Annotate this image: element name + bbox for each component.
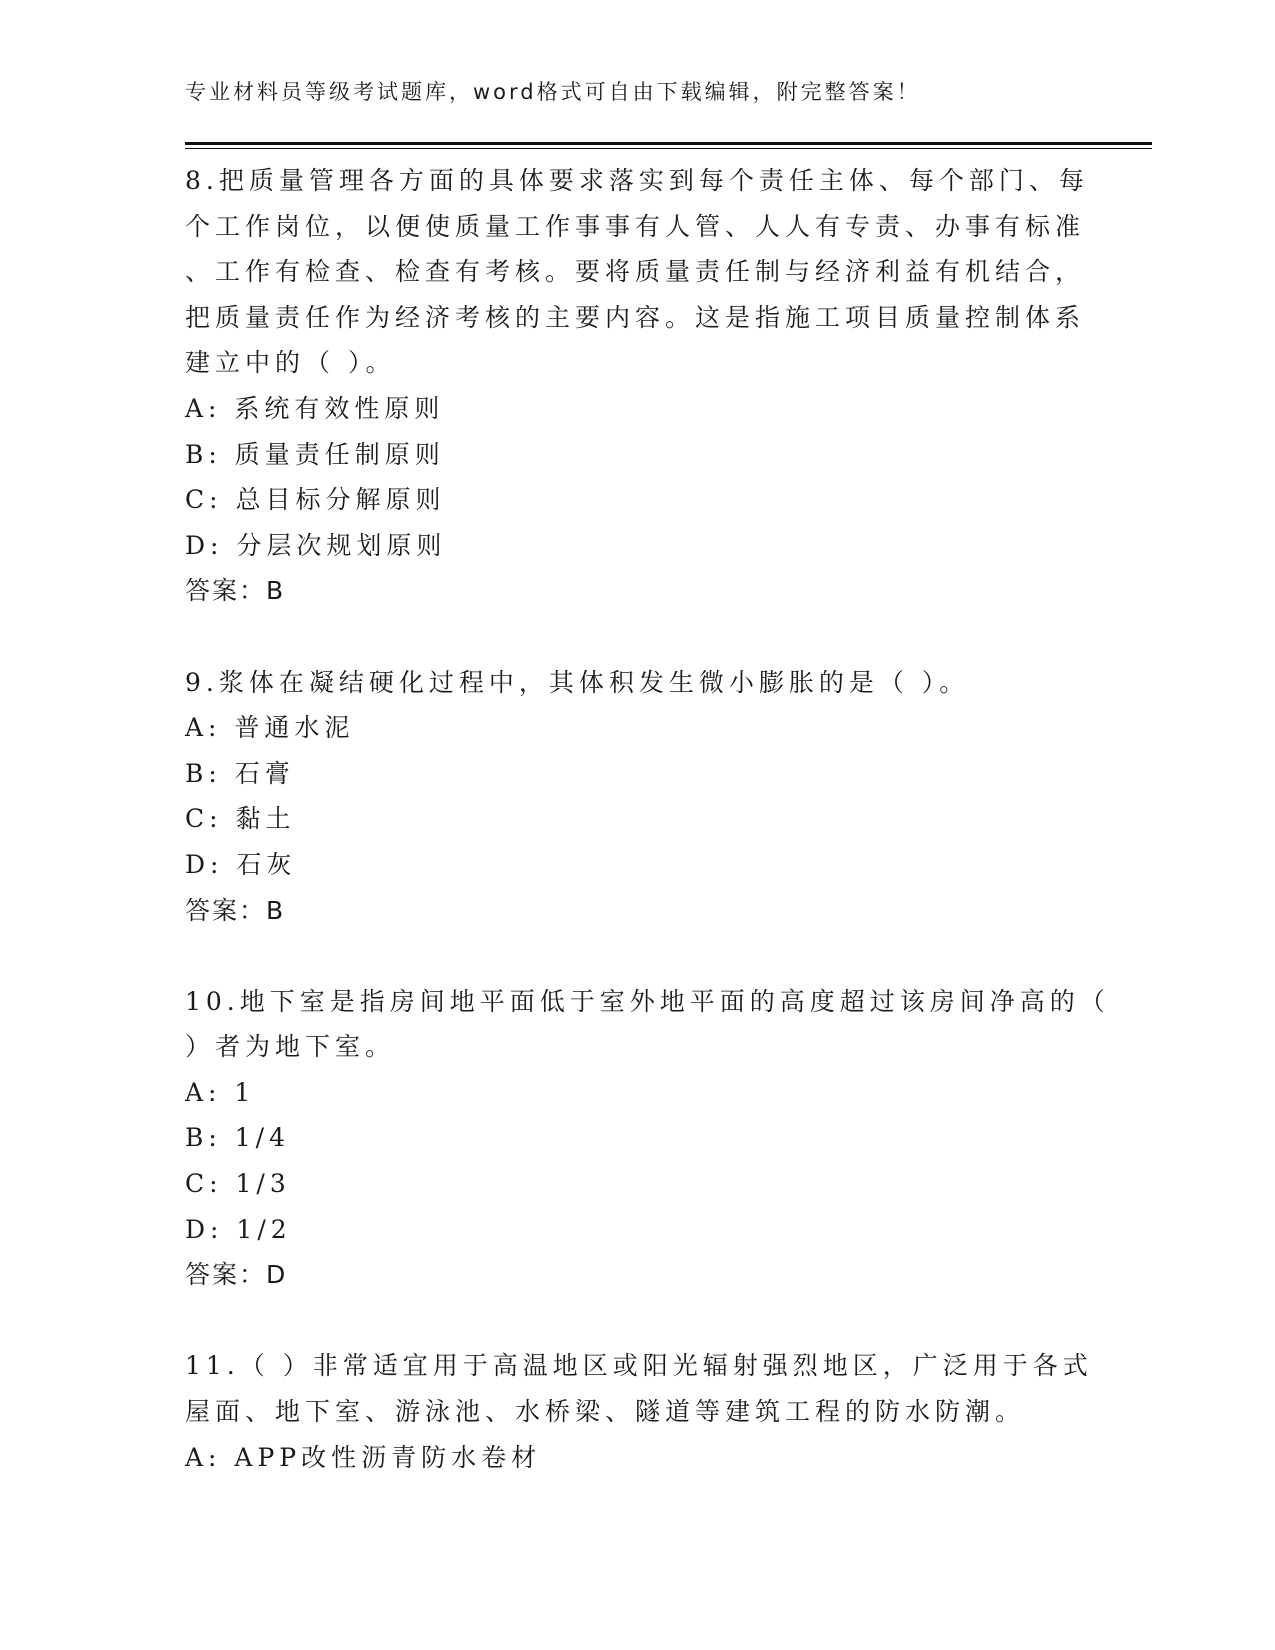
question-stem-line: 、工作有检查、检查有考核。要将质量责任制与经济利益有机结合， <box>185 257 1086 287</box>
question-item <box>185 660 1085 934</box>
question-spacer <box>185 614 1085 660</box>
question-stem-line: 11.（ ）非常适宜用于高温地区或阳光辐射强烈地区，广泛用于各式 <box>185 1351 1093 1381</box>
option-c: C: 黏土 <box>185 804 296 834</box>
question-stem-line: ）者为地下室。 <box>185 1032 396 1062</box>
answer-line: 答案：D <box>185 1260 288 1290</box>
option-d: D: 石灰 <box>185 849 297 879</box>
option-b: B: 石膏 <box>185 758 295 788</box>
question-spacer <box>185 1298 1085 1344</box>
question-stem-line: 屋面、地下室、游泳池、水桥梁、隧道等建筑工程的防水防潮。 <box>185 1397 1026 1427</box>
question-item <box>185 979 1110 1298</box>
option-b: B: 质量责任制原则 <box>185 439 445 469</box>
answer-line: 答案：B <box>185 895 286 925</box>
question-stem-line: 9.浆体在凝结硬化过程中，其体积发生微小膨胀的是（ ）。 <box>185 667 970 697</box>
question-stem-line: 8.把质量管理各方面的具体要求落实到每个责任主体、每个部门、每 <box>185 166 1089 195</box>
option-d: D: 1/2 <box>185 1214 292 1244</box>
page-header: 专业材料员等级考试题库，word格式可自由下载编辑，附完整答案！ <box>185 80 921 104</box>
option-c: C: 总目标分解原则 <box>185 485 446 515</box>
question-stem-line: 把质量责任作为经济考核的主要内容。这是指施工项目质量控制体系 <box>185 302 1086 332</box>
question-item <box>185 1343 1093 1480</box>
answer-line: 答案：B <box>185 576 286 606</box>
question-list <box>185 158 1110 1480</box>
option-a: A: 系统有效性原则 <box>185 393 445 423</box>
option-a: A: 1 <box>185 1077 256 1107</box>
header-rule-thick <box>185 142 1152 145</box>
option-c: C: 1/3 <box>185 1169 291 1199</box>
header-rule-thin <box>185 148 1152 149</box>
option-b: B: 1/4 <box>185 1123 290 1153</box>
option-d: D: 分层次规划原则 <box>185 530 447 560</box>
question-stem-line: 个工作岗位，以便使质量工作事事有人管、人人有专责、办事有标准 <box>185 211 1086 241</box>
question-stem-line: 建立中的（ ）。 <box>185 348 396 378</box>
option-a: A: 普通水泥 <box>185 713 355 743</box>
option-a: A: APP改性沥青防水卷材 <box>185 1442 542 1472</box>
question-spacer <box>185 933 1085 979</box>
question-stem-line: 10.地下室是指房间地平面低于室外地平面的高度超过该房间净高的（ <box>185 986 1110 1016</box>
question-item <box>185 158 1089 614</box>
